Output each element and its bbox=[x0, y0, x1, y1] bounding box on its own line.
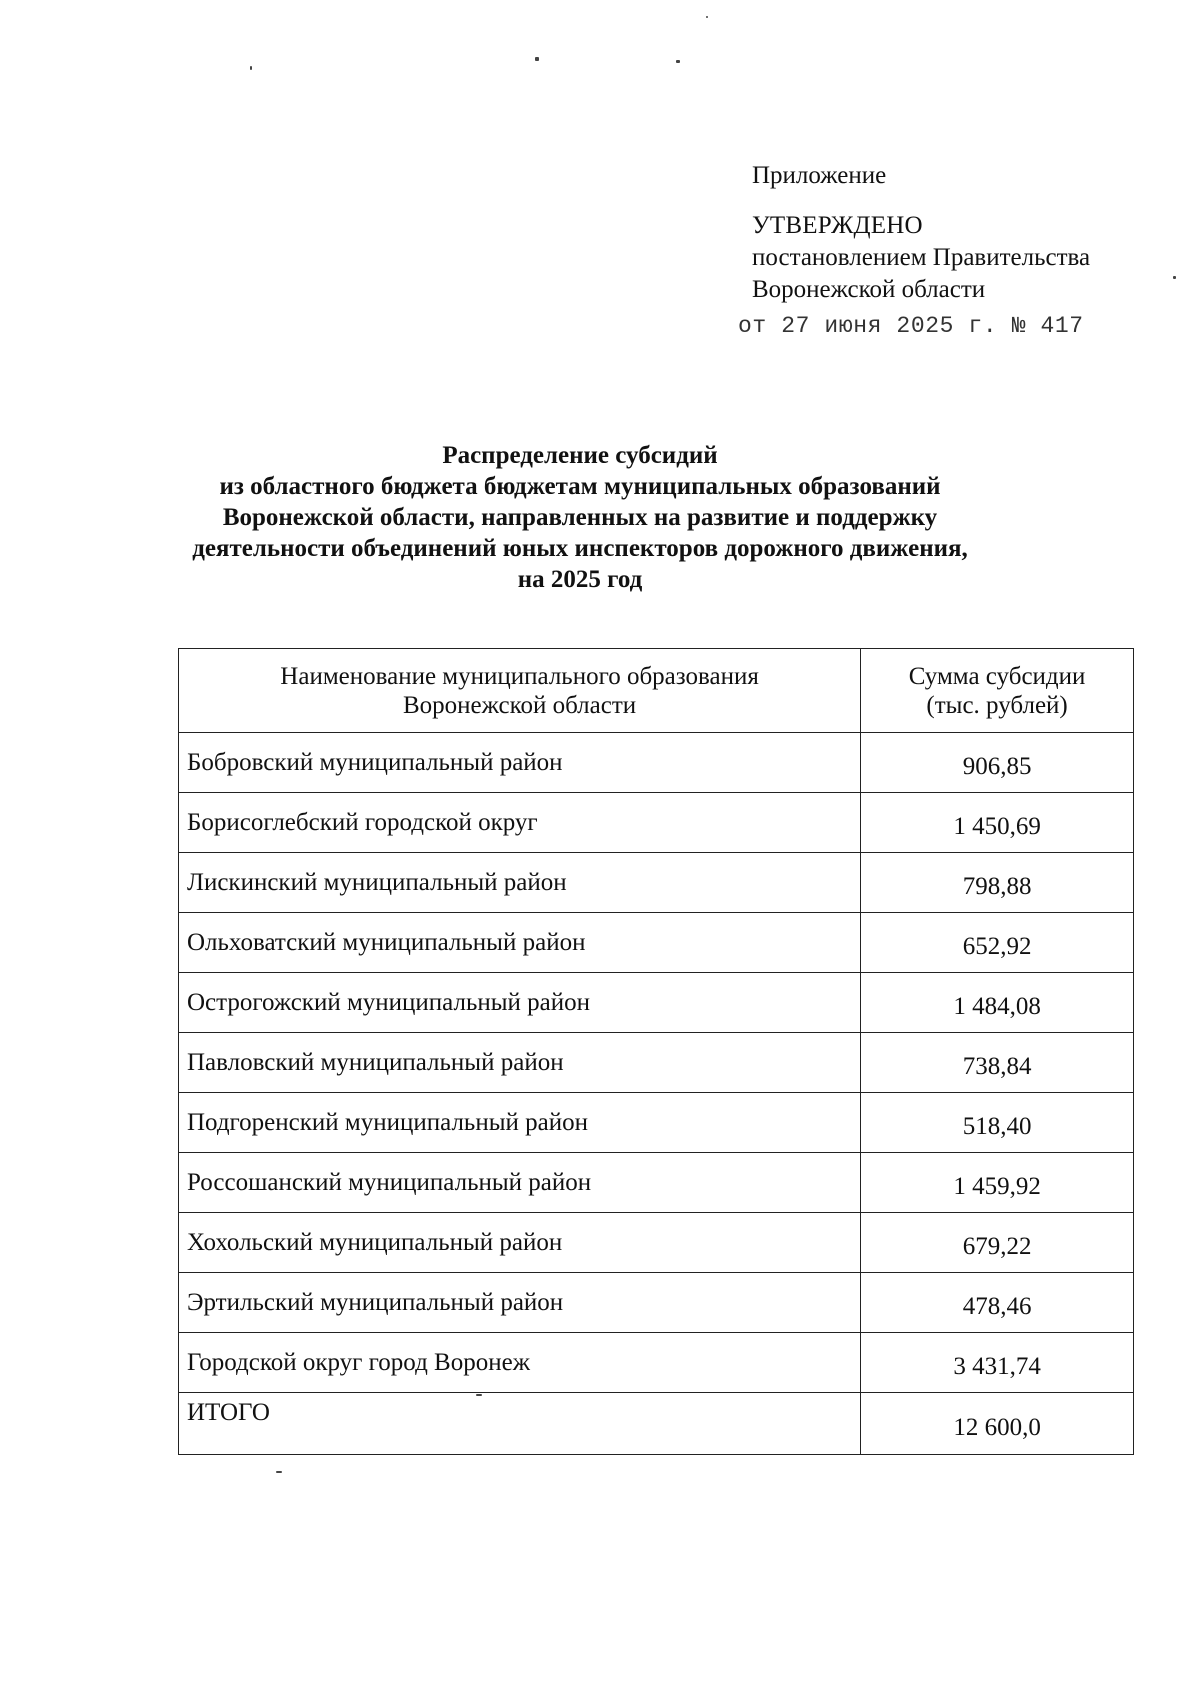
header-subsidy-sum: Сумма субсидии (тыс. рублей) bbox=[861, 649, 1134, 733]
row-municipality: Бобровский муниципальный район bbox=[179, 733, 861, 793]
title-line-4: деятельности объединений юных инспекторов дорожного движения, bbox=[192, 535, 968, 562]
table-row bbox=[179, 1333, 1134, 1393]
scan-speck bbox=[706, 16, 708, 18]
row-municipality: Эртильский муниципальный район bbox=[179, 1273, 861, 1333]
scan-speck bbox=[276, 1471, 282, 1473]
title-line-1: Распределение субсидий bbox=[442, 442, 718, 469]
row-sum: 1 450,69 bbox=[861, 793, 1134, 853]
table-row bbox=[179, 1093, 1134, 1153]
title-line-2: из областного бюджета бюджетам муниципальных образований bbox=[219, 473, 941, 500]
row-sum: 478,46 bbox=[861, 1273, 1134, 1333]
table-row bbox=[179, 913, 1134, 973]
title-line-3: Воронежской области, направленных на развитие и поддержку bbox=[222, 504, 938, 531]
row-sum: 738,84 bbox=[861, 1033, 1134, 1093]
row-municipality: Хохольский муниципальный район bbox=[179, 1213, 861, 1273]
row-sum: 518,40 bbox=[861, 1093, 1134, 1153]
title-line-5: на 2025 год bbox=[517, 566, 643, 593]
row-sum: 3 431,74 bbox=[861, 1333, 1134, 1393]
table-header-row bbox=[179, 649, 1134, 733]
subsidies-table bbox=[178, 648, 1134, 1455]
appendix-label: Приложение bbox=[752, 162, 887, 189]
total-row bbox=[179, 1393, 1134, 1455]
table-row bbox=[179, 1213, 1134, 1273]
row-sum: 1 459,92 bbox=[861, 1153, 1134, 1213]
row-municipality: Лискинский муниципальный район bbox=[179, 853, 861, 913]
decree-date: от 27 июня 2025 г. № 417 bbox=[738, 313, 1084, 339]
decree-line-2: Воронежской области bbox=[752, 276, 986, 303]
row-sum: 906,85 bbox=[861, 733, 1134, 793]
row-sum: 679,22 bbox=[861, 1213, 1134, 1273]
decree-line-1: постановлением Правительства bbox=[752, 244, 1091, 271]
total-sum: 12 600,0 bbox=[861, 1393, 1134, 1455]
table-row bbox=[179, 1273, 1134, 1333]
scan-speck bbox=[535, 57, 539, 61]
scan-speck bbox=[250, 66, 252, 70]
row-municipality: Острогожский муниципальный район bbox=[179, 973, 861, 1033]
table-row bbox=[179, 793, 1134, 853]
row-municipality: Павловский муниципальный район bbox=[179, 1033, 861, 1093]
table-row bbox=[179, 733, 1134, 793]
approved-label: УТВЕРЖДЕНО bbox=[752, 212, 923, 239]
table-row bbox=[179, 973, 1134, 1033]
row-sum: 1 484,08 bbox=[861, 973, 1134, 1033]
row-municipality: Городской округ город Воронеж bbox=[179, 1333, 861, 1393]
header-municipality: Наименование муниципального образования Воронежской области bbox=[179, 649, 861, 733]
row-sum: 798,88 bbox=[861, 853, 1134, 913]
row-municipality: Борисоглебский городской округ bbox=[179, 793, 861, 853]
document-title bbox=[170, 440, 990, 595]
table-row bbox=[179, 1033, 1134, 1093]
row-municipality: Россошанский муниципальный район bbox=[179, 1153, 861, 1213]
table-row bbox=[179, 1153, 1134, 1213]
approval-block bbox=[738, 160, 1091, 342]
table-row bbox=[179, 853, 1134, 913]
row-municipality: Ольховатский муниципальный район bbox=[179, 913, 861, 973]
scan-speck bbox=[676, 60, 680, 63]
total-label: ИТОГО bbox=[179, 1393, 861, 1455]
row-sum: 652,92 bbox=[861, 913, 1134, 973]
scan-speck bbox=[1173, 276, 1176, 279]
row-municipality: Подгоренский муниципальный район bbox=[179, 1093, 861, 1153]
